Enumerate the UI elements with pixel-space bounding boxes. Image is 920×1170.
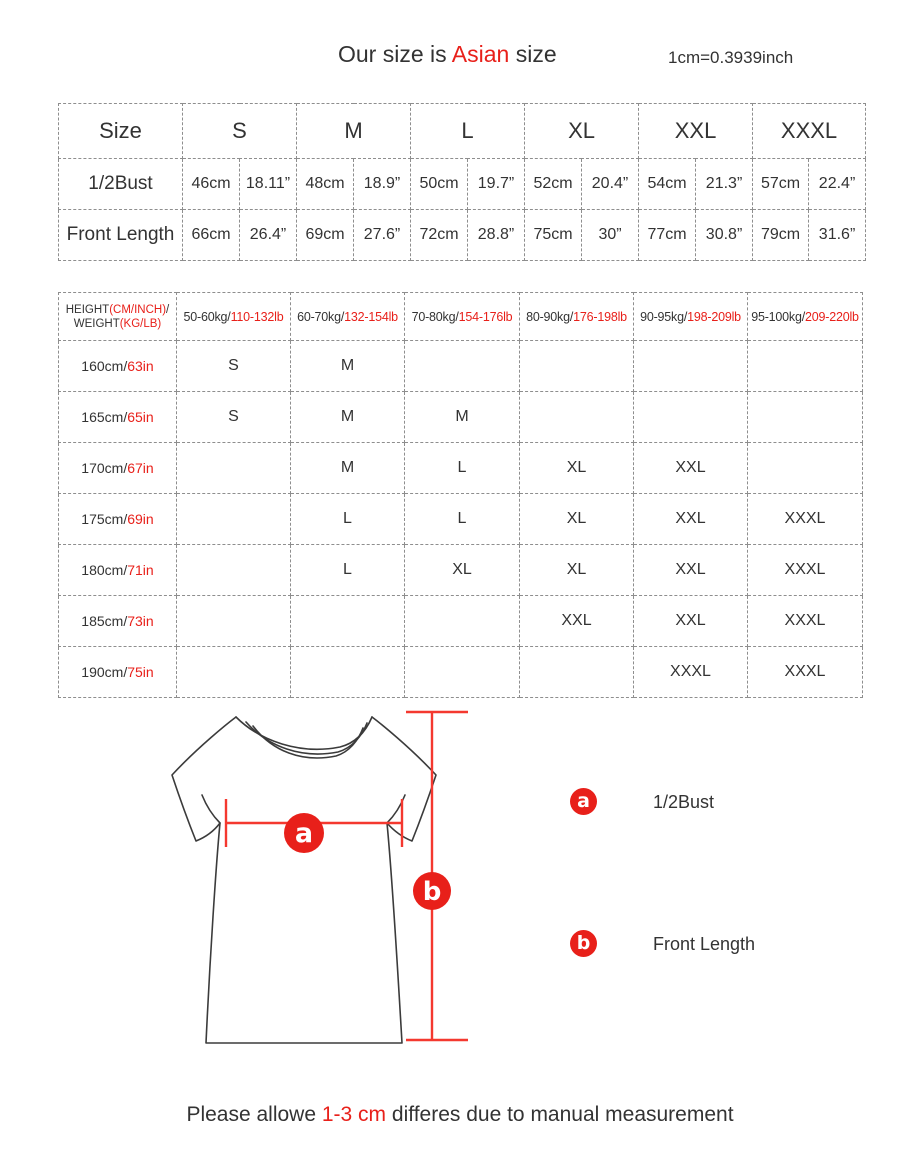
marker-a-icon: a <box>570 788 597 815</box>
header <box>0 38 920 74</box>
bust-in-xxl: 21.3” <box>696 159 753 210</box>
page-title <box>338 38 557 70</box>
table-row <box>59 545 863 596</box>
row-label-bust: 1/2Bust <box>59 159 183 210</box>
bust-cm-xl: 52cm <box>525 159 582 210</box>
weight-column-5 <box>634 293 748 341</box>
fit-175-5: XXL <box>634 494 748 545</box>
fit-190-3 <box>405 647 520 698</box>
weight-kg-4: 80-90kg/ <box>526 309 574 324</box>
length-cm-xl: 75cm <box>525 210 582 261</box>
row-label-front-length: Front Length <box>59 210 183 261</box>
corner-weight-units: (KG/LB) <box>119 317 162 330</box>
fit-175-1 <box>177 494 291 545</box>
table-row <box>59 494 863 545</box>
footer-prefix: Please allowe <box>186 1103 322 1126</box>
weight-column-3 <box>405 293 520 341</box>
height-in-190: 75in <box>127 664 154 680</box>
corner-height-units: (CM/INCH) <box>109 303 167 316</box>
diagram-marker-a <box>284 813 324 853</box>
height-cm-180: 180cm/ <box>81 562 128 578</box>
fit-175-3: L <box>405 494 520 545</box>
height-label-185 <box>59 596 177 647</box>
height-cm-165: 165cm/ <box>81 409 128 425</box>
fit-160-2: M <box>291 341 405 392</box>
tshirt-outline-icon <box>172 717 436 1043</box>
weight-lb-5: 198-209lb <box>687 309 741 324</box>
corner-slash: / <box>166 303 170 316</box>
size-header-xl: XL <box>525 104 639 159</box>
fit-170-1 <box>177 443 291 494</box>
table-row <box>59 341 863 392</box>
table-row <box>59 647 863 698</box>
fit-190-2 <box>291 647 405 698</box>
weight-lb-4: 176-198lb <box>573 309 627 324</box>
title-highlight: Asian <box>451 41 510 67</box>
size-measurement-table <box>58 103 866 261</box>
title-suffix: size <box>509 41 557 67</box>
height-cm-190: 190cm/ <box>81 664 128 680</box>
length-in-l: 28.8” <box>468 210 525 261</box>
length-cm-l: 72cm <box>411 210 468 261</box>
height-label-170 <box>59 443 177 494</box>
bust-in-l: 19.7” <box>468 159 525 210</box>
height-weight-fit-table <box>58 292 863 698</box>
bust-cm-xxxl: 57cm <box>753 159 809 210</box>
fit-160-3 <box>405 341 520 392</box>
fit-190-5: XXXL <box>634 647 748 698</box>
bust-cm-xxl: 54cm <box>639 159 696 210</box>
corner-height-label: HEIGHT <box>65 303 110 316</box>
fit-185-2 <box>291 596 405 647</box>
weight-kg-3: 70-80kg/ <box>411 309 459 324</box>
bust-in-m: 18.9” <box>354 159 411 210</box>
fit-190-1 <box>177 647 291 698</box>
bust-in-s: 18.11” <box>240 159 297 210</box>
fit-165-1: S <box>177 392 291 443</box>
fit-170-3: L <box>405 443 520 494</box>
size-table-header-row <box>59 104 866 159</box>
fit-table-corner-header <box>59 293 177 341</box>
footer-highlight: 1-3 cm <box>321 1103 387 1126</box>
footer-suffix: differes due to manual measurement <box>386 1103 734 1126</box>
length-cm-xxl: 77cm <box>639 210 696 261</box>
fit-165-6 <box>748 392 863 443</box>
height-in-180: 71in <box>127 562 154 578</box>
fit-180-4: XL <box>520 545 634 596</box>
bust-in-xl: 20.4” <box>582 159 639 210</box>
fit-185-1 <box>177 596 291 647</box>
fit-170-2: M <box>291 443 405 494</box>
length-cm-xxxl: 79cm <box>753 210 809 261</box>
fit-185-5: XXL <box>634 596 748 647</box>
fit-170-6 <box>748 443 863 494</box>
weight-column-1 <box>177 293 291 341</box>
corner-line-2 <box>60 317 175 331</box>
table-row <box>59 392 863 443</box>
fit-170-5: XXL <box>634 443 748 494</box>
size-header-m: M <box>297 104 411 159</box>
fit-175-4: XL <box>520 494 634 545</box>
fit-180-3: XL <box>405 545 520 596</box>
bust-cm-s: 46cm <box>183 159 240 210</box>
size-header-l: L <box>411 104 525 159</box>
bust-cm-l: 50cm <box>411 159 468 210</box>
length-in-xxxl: 31.6” <box>809 210 866 261</box>
fit-190-4 <box>520 647 634 698</box>
height-label-165 <box>59 392 177 443</box>
length-in-s: 26.4” <box>240 210 297 261</box>
size-header-xxl: XXL <box>639 104 753 159</box>
weight-lb-3: 154-176lb <box>458 309 513 324</box>
weight-kg-2: 60-70kg/ <box>297 309 345 324</box>
tshirt-measurement-diagram <box>150 695 480 1075</box>
table-row <box>59 210 866 261</box>
weight-kg-1: 50-60kg/ <box>183 309 231 324</box>
weight-column-6 <box>748 293 863 341</box>
weight-column-2 <box>291 293 405 341</box>
bust-in-xxxl: 22.4” <box>809 159 866 210</box>
height-label-180 <box>59 545 177 596</box>
corner-line-1 <box>60 303 175 317</box>
fit-160-5 <box>634 341 748 392</box>
diagram-marker-a-label: a <box>294 818 314 849</box>
fit-165-5 <box>634 392 748 443</box>
height-in-160: 63in <box>127 358 154 374</box>
height-in-175: 69in <box>127 511 154 527</box>
fit-185-6: XXXL <box>748 596 863 647</box>
diagram-marker-b-label: b <box>422 877 442 907</box>
legend-label-front-length: Front Length <box>653 934 756 954</box>
fit-165-2: M <box>291 392 405 443</box>
length-in-m: 27.6” <box>354 210 411 261</box>
fit-160-4 <box>520 341 634 392</box>
bust-cm-m: 48cm <box>297 159 354 210</box>
corner-weight-label: WEIGHT <box>73 317 120 330</box>
length-in-xl: 30” <box>582 210 639 261</box>
length-cm-s: 66cm <box>183 210 240 261</box>
height-in-170: 67in <box>127 460 154 476</box>
fit-160-1: S <box>177 341 291 392</box>
fit-175-2: L <box>291 494 405 545</box>
length-cm-m: 69cm <box>297 210 354 261</box>
fit-160-6 <box>748 341 863 392</box>
table-row <box>59 443 863 494</box>
height-cm-185: 185cm/ <box>81 613 128 629</box>
legend-label-bust: 1/2Bust <box>653 792 715 812</box>
fit-190-6: XXXL <box>748 647 863 698</box>
fit-180-1 <box>177 545 291 596</box>
fit-165-4 <box>520 392 634 443</box>
height-label-160 <box>59 341 177 392</box>
height-label-190 <box>59 647 177 698</box>
unit-conversion-note: 1cm=0.3939inch <box>668 48 794 67</box>
size-header-label: Size <box>59 104 183 159</box>
weight-lb-2: 132-154lb <box>344 309 398 324</box>
size-header-xxxl: XXXL <box>753 104 866 159</box>
fit-180-2: L <box>291 545 405 596</box>
height-cm-160: 160cm/ <box>81 358 128 374</box>
fit-185-3 <box>405 596 520 647</box>
marker-b-icon: b <box>570 930 597 957</box>
height-label-175 <box>59 494 177 545</box>
height-cm-170: 170cm/ <box>81 460 128 476</box>
height-in-185: 73in <box>127 613 154 629</box>
fit-185-4: XXL <box>520 596 634 647</box>
size-header-s: S <box>183 104 297 159</box>
fit-180-5: XXL <box>634 545 748 596</box>
height-in-165: 65in <box>127 409 154 425</box>
length-in-xxl: 30.8” <box>696 210 753 261</box>
table-row <box>59 596 863 647</box>
weight-lb-6: 209-220lb <box>805 309 859 324</box>
measurement-tolerance-note <box>0 1100 920 1130</box>
fit-165-3: M <box>405 392 520 443</box>
fit-170-4: XL <box>520 443 634 494</box>
fit-175-6: XXXL <box>748 494 863 545</box>
weight-column-4 <box>520 293 634 341</box>
table-row <box>59 159 866 210</box>
title-prefix: Our size is <box>338 41 452 67</box>
weight-lb-1: 110-132lb <box>230 309 284 324</box>
weight-kg-5: 90-95kg/ <box>640 309 688 324</box>
height-cm-175: 175cm/ <box>81 511 128 527</box>
fit-180-6: XXXL <box>748 545 863 596</box>
diagram-marker-b <box>413 872 451 910</box>
weight-kg-6: 95-100kg/ <box>751 309 805 324</box>
fit-table-header-row <box>59 293 863 341</box>
